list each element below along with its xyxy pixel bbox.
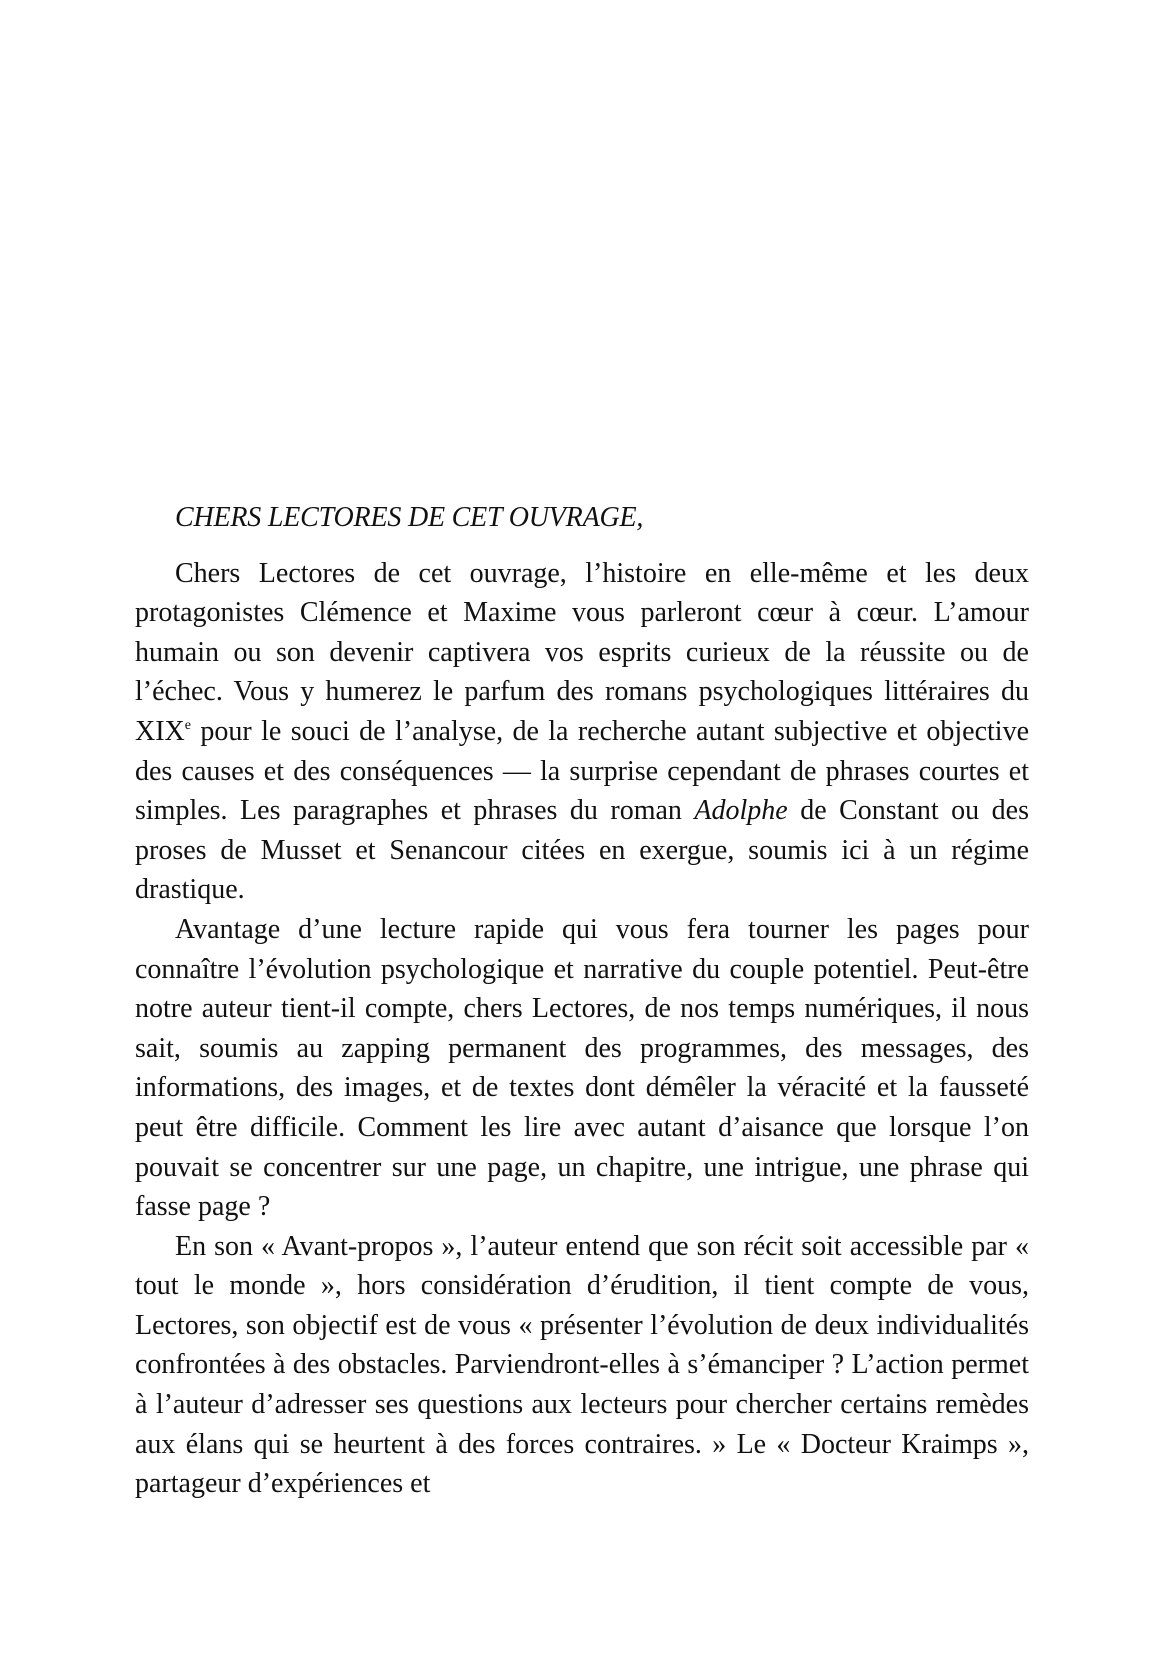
page-body bbox=[135, 498, 1029, 1504]
paragraph-2: Avantage d’une lecture rapide qui vous fera tourner les pages pour connaître l’évolution psychologique et narrative du couple potentiel. Peut-être notre auteur tient-il compte, chers Lectores, de nos temps numériques, il nous sait, soumis au zapping permanent des programmes, des messages, des informations, des images, et de textes dont démêler la véracité et la fausseté peut être difficile. Comment les lire avec autant d’aisance que lorsque l’on pouvait se concentrer sur une page, un chapitre, une intrigue, une phrase qui fasse page ? bbox=[135, 913, 1029, 1223]
paragraph-3: En son « Avant-propos », l’auteur entend que son récit soit accessible par « tout le monde », hors considération d’érudition, il tient compte de vous, Lectores, son objectif est de vous « présenter l’évolution de deux individualités confrontées à des obstacles. Parviendront-elles à s’émanciper ? L’action permet à l’auteur d’adresser ses questions aux lecteurs pour chercher certains remèdes aux élans qui se heurtent à des forces contraires. » Le « Docteur Kraimps », partageur d’expériences et bbox=[135, 1230, 1029, 1500]
paragraph-1-part-b: pour le souci de l’analyse, de la recherche autant subjective et objective des causes et des conséquences — la surprise cependant de phrases courtes et simples. Les paragraphes et phrases du roman bbox=[135, 715, 1029, 827]
paragraph-1 bbox=[135, 554, 1029, 910]
book-title-italic: Adolphe bbox=[694, 795, 788, 827]
section-heading: CHERS LECTORES DE CET OUVRAGE, bbox=[175, 502, 644, 533]
century-superscript: e bbox=[184, 717, 191, 733]
paragraph-1-part-a: Chers Lectores de cet ouvrage, l’histoire en elle-même et les deux protagonistes Clémence et Maxime vous parleront cœur à cœur. L’amour humain ou son devenir captivera vos esprits curieux de la réussite ou de l’échec. Vous y humerez le parfum des romans psychologiques littéraires du XIX bbox=[135, 557, 1029, 747]
paragraph-1-part-c: de Constant ou des proses de Musset et Senancour citées en exergue, soumis ici à un régime drastique. bbox=[135, 795, 1030, 906]
